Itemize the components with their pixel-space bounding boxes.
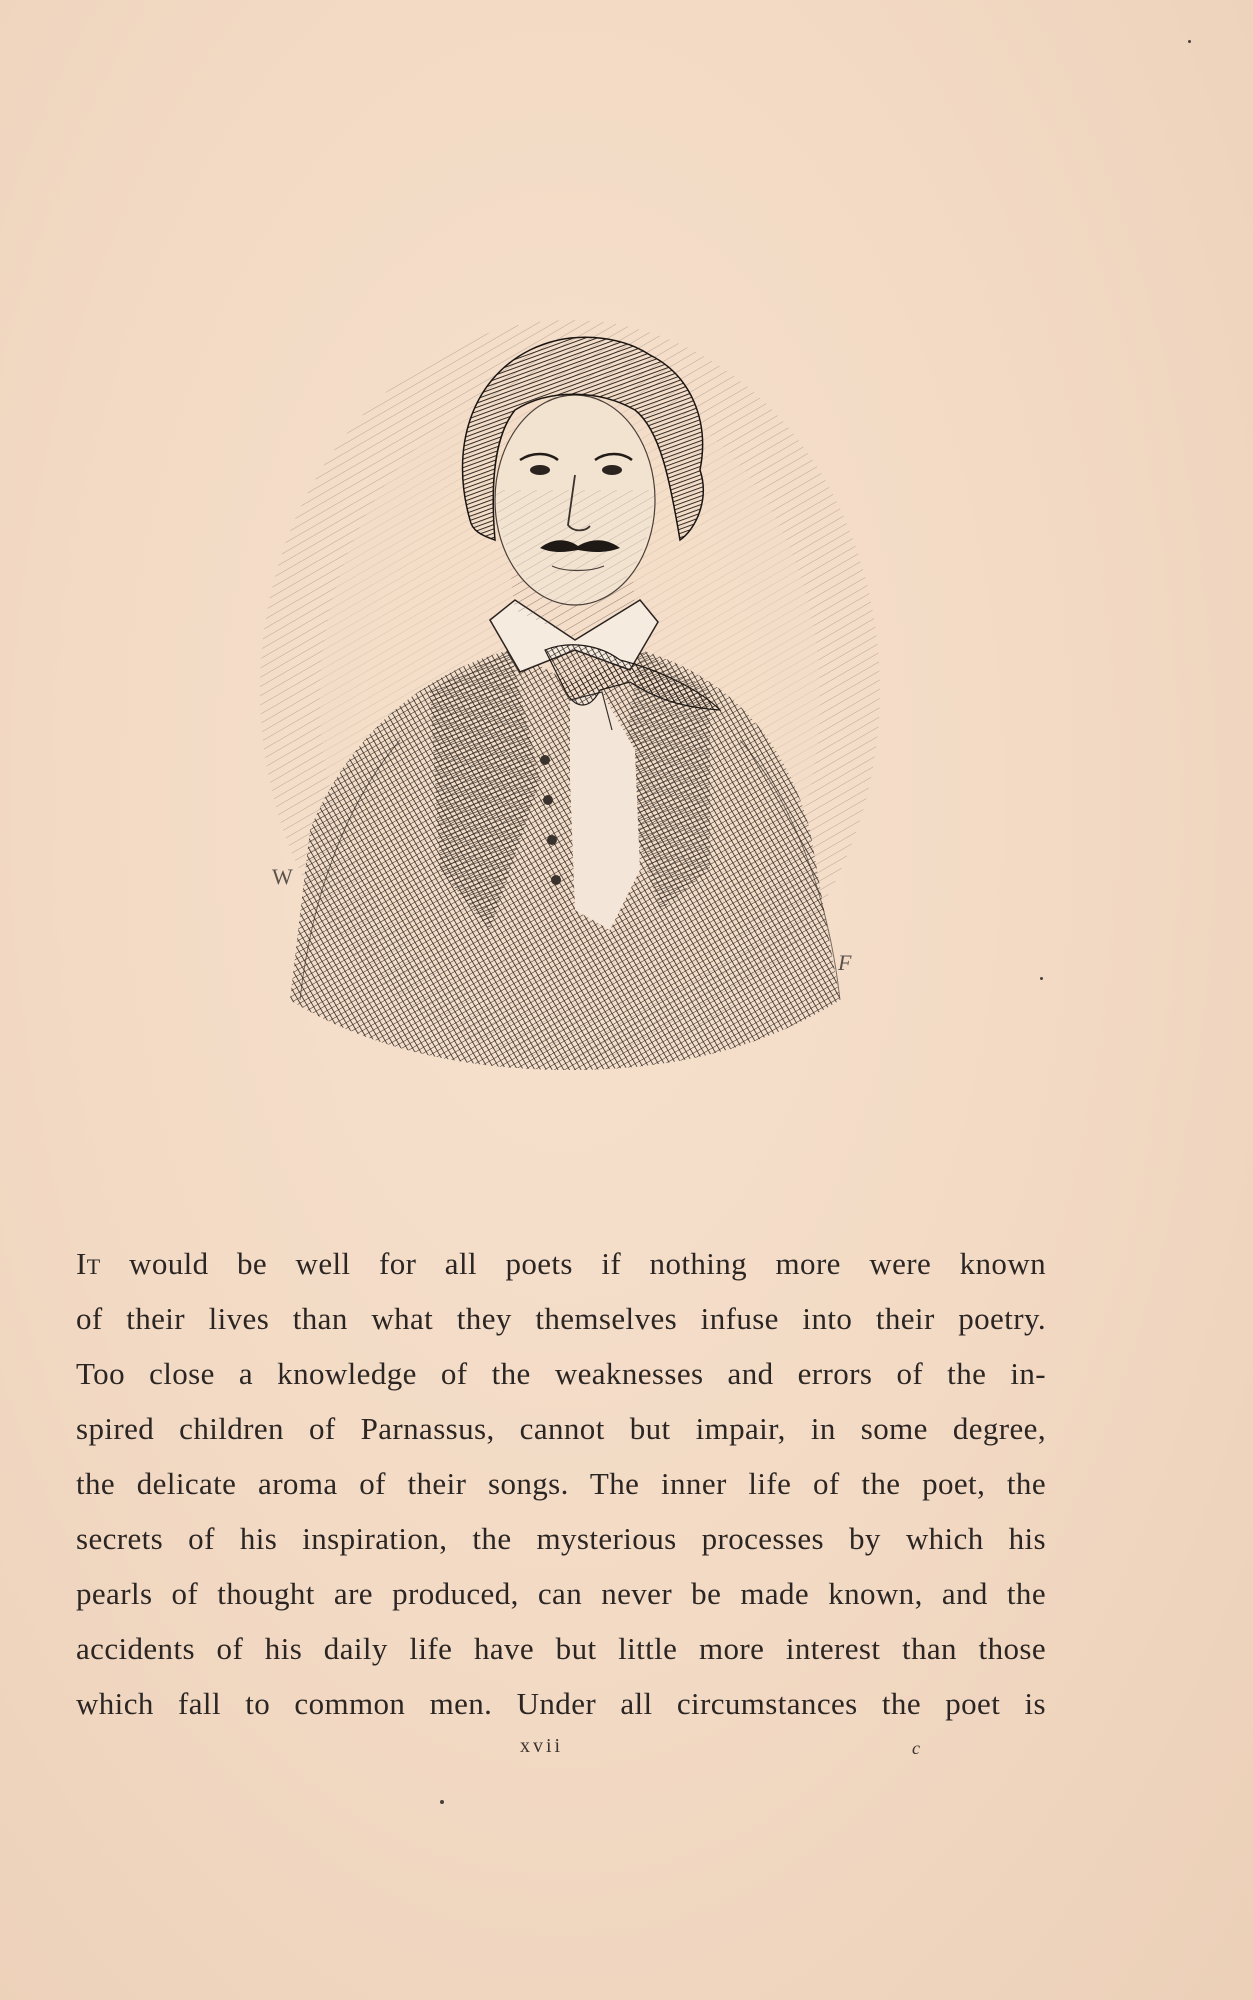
paper-speck bbox=[1040, 977, 1043, 980]
text-line: pearls of thought are produced, can never be made known, and the bbox=[76, 1576, 1046, 1611]
engraved-portrait bbox=[240, 310, 900, 1080]
text-line: Too close a knowledge of the weaknesses and errors of the in- bbox=[76, 1356, 1046, 1391]
paper-speck bbox=[440, 1800, 444, 1804]
signature-mark: c bbox=[912, 1738, 920, 1758]
engraver-mark-right: F bbox=[838, 950, 852, 975]
text-line: the delicate aroma of their songs. The inner life of the poet, the bbox=[76, 1466, 1046, 1501]
paper-speck bbox=[1188, 40, 1191, 43]
body-paragraph bbox=[76, 1236, 1046, 1731]
engraver-mark-left: W bbox=[272, 864, 293, 889]
opening-small-caps: It bbox=[76, 1246, 101, 1281]
text-line bbox=[76, 1236, 1046, 1291]
text-line: secrets of his inspiration, the mysterious processes by which his bbox=[76, 1521, 1046, 1556]
text-line-content: would be well for all poets if nothing more were known bbox=[100, 1246, 1046, 1281]
text-line: which fall to common men. Under all circumstances the poet is bbox=[76, 1686, 1046, 1721]
text-line: accidents of his daily life have but little more interest than those bbox=[76, 1631, 1046, 1666]
text-line: spired children of Parnassus, cannot but impair, in some degree, bbox=[76, 1411, 1046, 1446]
text-line: of their lives than what they themselves infuse into their poetry. bbox=[76, 1301, 1046, 1336]
page-number: xvii bbox=[520, 1735, 564, 1757]
